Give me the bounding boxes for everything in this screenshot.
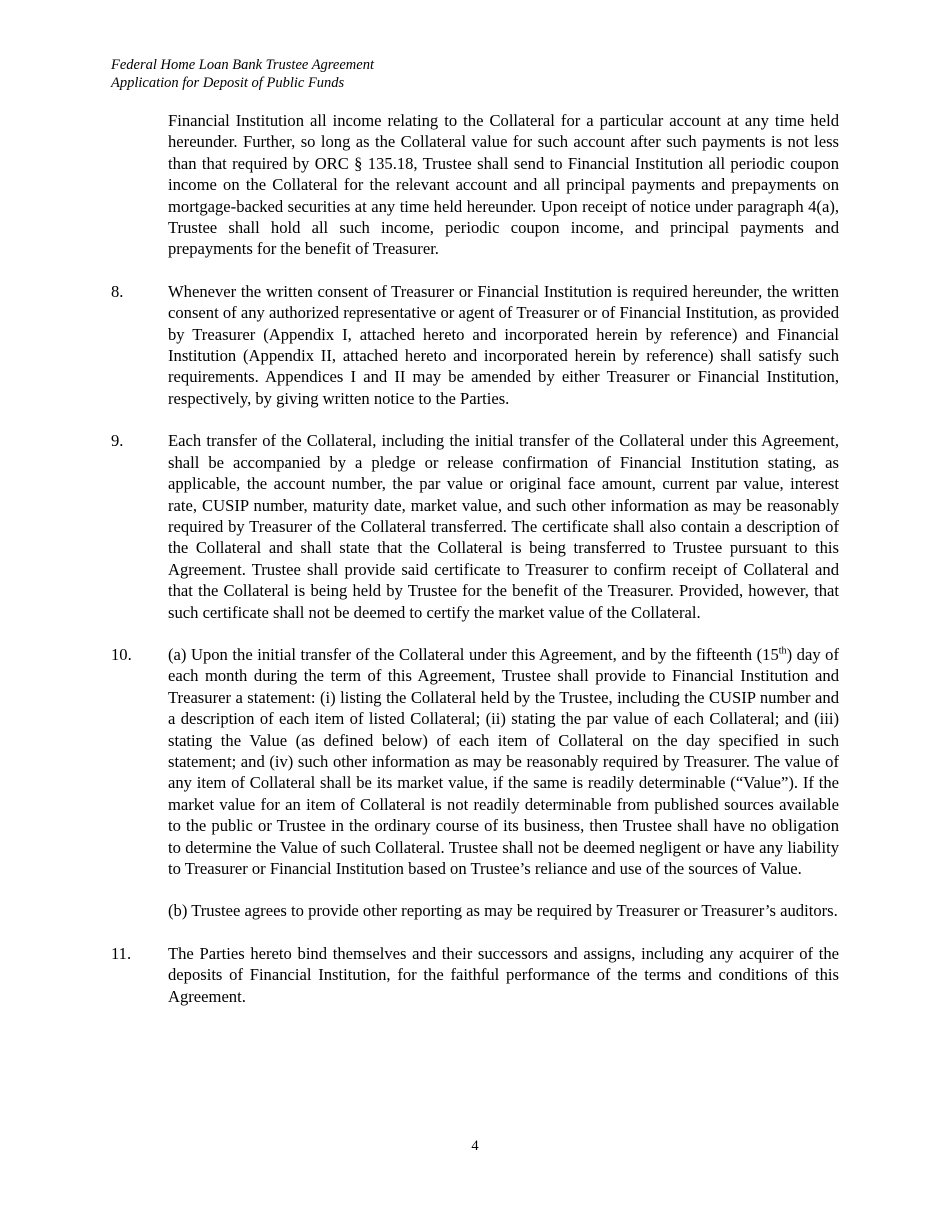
ordinal-suffix: th bbox=[778, 645, 787, 657]
clause-9 bbox=[111, 430, 839, 623]
clause-text: Whenever the written consent of Treasurer or Financial Institution is required hereunder, the written consent of any authorized representative or agent of Treasurer or of Financial Institution, as provided by Treasurer (Appendix I, attached hereto and incorporated herein by reference) and Financial Institution (Appendix II, attached hereto and incorporated herein by reference) shall satisfy such requirements. Appendices I and II may be amended by either Treasurer or Financial Institution, respectively, by giving written notice to the Parties. bbox=[168, 281, 839, 408]
clause-10-b: (b) Trustee agrees to provide other reporting as may be required by Treasurer or Treasurer’s auditors. bbox=[168, 901, 838, 921]
document-body bbox=[111, 110, 839, 1007]
clause-text: The Parties hereto bind themselves and their successors and assigns, including any acquirer of the deposits of Financial Institution, for the faithful performance of the terms and conditions of this Agreement. bbox=[168, 943, 839, 1006]
running-header bbox=[111, 56, 374, 92]
clause-10 bbox=[111, 644, 839, 922]
header-line-1: Federal Home Loan Bank Trustee Agreement bbox=[111, 57, 374, 73]
clause-number: 8. bbox=[111, 281, 124, 301]
clause-text: Each transfer of the Collateral, including the initial transfer of the Collateral under this Agreement, shall be accompanied by a pledge or release confirmation of Financial Institution stating, as applicable, the account number, the par value or original face amount, current par value, interest rate, CUSIP number, maturity date, market value, and such other information as may be reasonably required by Treasurer of the Collateral transferred. The certificate shall also contain a description of the Collateral and shall state that the Collateral is being transferred to Trustee pursuant to this Agreement. Trustee shall provide said certificate to Treasurer to confirm receipt of Collateral and that the Collateral is being held by Trustee for the benefit of the Treasurer. Provided, however, that such certificate shall not be deemed to certify the market value of the Collateral. bbox=[168, 431, 839, 622]
clause-10-a-end: ) day of each month during the term of this Agreement, Trustee shall provide to Financial Institution and Treasurer a statement: (i) listing the Collateral held by the Trustee, including the CUSIP number and a description of each item of listed Collateral; (ii) stating the par value of each Collateral; and (iii) stating the Value (as defined below) of each item of Collateral on the day specified in such statement; and (iv) such other information as may be reasonably required by Treasurer. The value of any item of Collateral shall be its market value, if the same is readily determinable (“Value”). If the market value for an item of Collateral is not readily determinable from published sources available to the public or Trustee in the ordinary course of its business, then Trustee shall have no obligation to determine the Value of such Collateral. Trustee shall not be deemed negligent or have any liability to Treasurer or Financial Institution based on Trustee’s reliance and use of the sources of Value. bbox=[168, 644, 839, 878]
clause-number: 9. bbox=[111, 431, 124, 451]
clause-10-a-start: (a) Upon the initial transfer of the Collateral under this Agreement, and by the fifteenth (15 bbox=[168, 644, 779, 664]
continued-paragraph: Financial Institution all income relating to the Collateral for a particular account at any time held hereunder. Further, so long as the Collateral value for such account after such payments is not less than that required by ORC § 135.18, Trustee shall send to Financial Institution all periodic coupon income on the Collateral for the relevant account and all principal payments and prepayments on mortgage-backed securities at any time held hereunder. Upon receipt of notice under paragraph 4(a), Trustee shall hold all such income, periodic coupon income, and principal payments and prepayments for the benefit of Treasurer. bbox=[168, 111, 839, 259]
clause-number: 10. bbox=[111, 644, 132, 664]
clause-8 bbox=[111, 281, 839, 409]
page-number: 4 bbox=[471, 1138, 479, 1154]
clause-number: 11. bbox=[111, 943, 132, 963]
clause-11 bbox=[111, 943, 839, 1007]
clause-10-a bbox=[168, 644, 839, 879]
clause-text bbox=[168, 644, 839, 922]
header-line-2: Application for Deposit of Public Funds bbox=[111, 75, 345, 91]
